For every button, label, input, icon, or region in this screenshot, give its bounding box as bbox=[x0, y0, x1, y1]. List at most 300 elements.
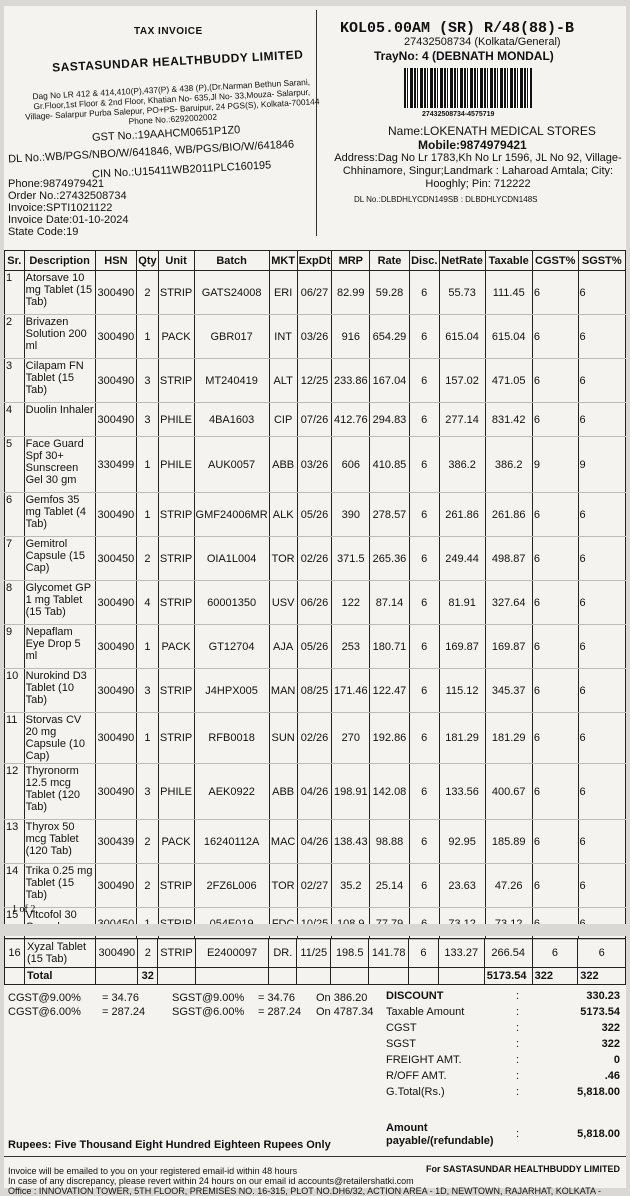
invoice-title: TAX INVOICE bbox=[134, 26, 203, 37]
table-cell: Storvas CV 20 mg Capsule (10 Cap) bbox=[24, 713, 95, 764]
table-cell: 11/25 bbox=[297, 939, 331, 968]
table-cell: 294.83 bbox=[370, 403, 410, 437]
table-cell: Thyrox 50 mcg Tablet (120 Tab) bbox=[24, 820, 95, 864]
table-cell: Gemitrol Capsule (15 Cap) bbox=[24, 537, 95, 581]
tax-line-value: On 386.20 bbox=[316, 992, 368, 1004]
page-break bbox=[4, 924, 626, 936]
table-cell: 615.04 bbox=[485, 315, 532, 359]
column-header: Batch bbox=[194, 251, 269, 271]
table-cell: AJA bbox=[269, 625, 297, 669]
summary-label: SGST bbox=[386, 1038, 416, 1050]
table-cell: 2 bbox=[137, 864, 158, 908]
state-code: State Code:19 bbox=[8, 226, 79, 238]
total-qty: 32 bbox=[138, 968, 158, 985]
table-cell: 300490 bbox=[96, 939, 138, 968]
table-cell: 371.5 bbox=[332, 537, 370, 581]
table-cell: 6 bbox=[532, 669, 578, 713]
table-cell: MT240419 bbox=[194, 359, 269, 403]
table-cell: 167.04 bbox=[370, 359, 410, 403]
table-cell: 300490 bbox=[95, 493, 137, 537]
table-cell: PHILE bbox=[158, 764, 194, 820]
table-cell: ERI bbox=[269, 271, 297, 315]
table-cell: 47.26 bbox=[485, 864, 532, 908]
summary-value: 322 bbox=[601, 1038, 620, 1050]
table-cell: 9 bbox=[578, 437, 625, 493]
tax-line-value: On 4787.34 bbox=[316, 1006, 374, 1018]
table-cell: 6 bbox=[578, 669, 625, 713]
table-cell: 300450 bbox=[95, 537, 137, 581]
buyer-box bbox=[318, 10, 626, 236]
table-cell: 142.08 bbox=[370, 764, 410, 820]
total-label: Total bbox=[24, 968, 95, 985]
table-cell: 4 bbox=[5, 403, 25, 437]
amount-colon: : bbox=[516, 1128, 520, 1140]
table-cell: 6 bbox=[409, 764, 439, 820]
table-row bbox=[5, 669, 626, 713]
table-cell: DR. bbox=[269, 939, 297, 968]
table-cell: 345.37 bbox=[485, 669, 532, 713]
table-cell: 471.05 bbox=[485, 359, 532, 403]
table-cell: 3 bbox=[137, 669, 158, 713]
table-cell: 157.02 bbox=[439, 359, 485, 403]
table-cell: ABB bbox=[269, 437, 297, 493]
table-cell: 12 bbox=[5, 764, 25, 820]
table-cell: 6 bbox=[532, 625, 578, 669]
tray-number: TrayNo: 4 (DEBNATH MONDAL) bbox=[374, 49, 554, 63]
table-cell: 6 bbox=[532, 315, 578, 359]
table-row bbox=[5, 437, 626, 493]
table-cell: 122.47 bbox=[370, 669, 410, 713]
table-cell: 300490 bbox=[95, 315, 137, 359]
table-cell: 6 bbox=[578, 537, 625, 581]
table-cell: 59.28 bbox=[370, 271, 410, 315]
column-header: Rate bbox=[370, 251, 410, 271]
tax-line-value: CGST@6.00% bbox=[8, 1006, 81, 1018]
table-cell: 02/27 bbox=[297, 864, 332, 908]
table-cell: Glycomet GP 1 mg Tablet (15 Tab) bbox=[24, 581, 95, 625]
table-cell: 6 bbox=[409, 315, 439, 359]
table-cell: 2 bbox=[137, 537, 158, 581]
order-line: 27432508734 (Kolkata/General) bbox=[404, 36, 561, 48]
table-cell: 6 bbox=[532, 864, 578, 908]
column-header: Sr. bbox=[5, 251, 25, 271]
tax-line-value: = 287.24 bbox=[102, 1006, 146, 1018]
table-cell: USV bbox=[269, 581, 297, 625]
table-cell: 6 bbox=[409, 493, 439, 537]
table-cell: MAC bbox=[269, 820, 297, 864]
company-name: SASTASUNDAR HEALTHBUDDY LIMITED bbox=[51, 47, 304, 75]
table-cell: 300490 bbox=[95, 764, 137, 820]
table-cell: 410.85 bbox=[370, 437, 410, 493]
summary-value: 330.23 bbox=[586, 990, 620, 1002]
table-row bbox=[5, 939, 626, 968]
table-cell: 60001350 bbox=[194, 581, 269, 625]
table-cell: 10 bbox=[5, 669, 25, 713]
table-cell: 133.27 bbox=[438, 939, 484, 968]
table-cell: 270 bbox=[332, 713, 370, 764]
table-cell: 300490 bbox=[95, 271, 137, 315]
table-cell: 6 bbox=[578, 864, 625, 908]
table-cell: 92.95 bbox=[439, 820, 485, 864]
table-cell: 192.86 bbox=[370, 713, 410, 764]
amount-label-1: Amount bbox=[386, 1122, 428, 1134]
table-cell: MAN bbox=[269, 669, 297, 713]
table-cell: STRIP bbox=[158, 493, 194, 537]
table-cell: 2 bbox=[138, 939, 158, 968]
items-table-page2 bbox=[4, 938, 626, 985]
table-cell: 55.73 bbox=[439, 271, 485, 315]
table-cell: 82.99 bbox=[332, 271, 370, 315]
table-cell: GBR017 bbox=[194, 315, 269, 359]
footer-email-note: Invoice will be emailed to you on your registered email-id within 48 hours bbox=[8, 1166, 298, 1176]
table-cell: 11 bbox=[5, 713, 25, 764]
tax-line-value: = 287.24 bbox=[258, 1006, 302, 1018]
table-row bbox=[5, 271, 626, 315]
table-cell: 6 bbox=[532, 403, 578, 437]
customer-mobile: Mobile:9874979421 bbox=[418, 138, 527, 152]
table-row bbox=[5, 625, 626, 669]
barcode bbox=[404, 68, 532, 108]
table-cell: 2 bbox=[137, 820, 158, 864]
table-cell: 6 bbox=[532, 581, 578, 625]
table-cell: E2400097 bbox=[195, 939, 269, 968]
table-cell: 265.36 bbox=[370, 537, 410, 581]
table-cell: 300490 bbox=[95, 403, 137, 437]
column-header: HSN bbox=[95, 251, 137, 271]
customer-name: Name:LOKENATH MEDICAL STORES bbox=[388, 124, 596, 138]
table-cell: Gemfos 35 mg Tablet (4 Tab) bbox=[24, 493, 95, 537]
table-cell: Cilapam FN Tablet (15 Tab) bbox=[24, 359, 95, 403]
table-cell: 6 bbox=[578, 581, 625, 625]
table-cell: 253 bbox=[332, 625, 370, 669]
total-sgst: 322 bbox=[578, 968, 626, 985]
table-cell: 498.87 bbox=[485, 537, 532, 581]
table-cell: Vitcofol 30 bbox=[24, 908, 95, 940]
table-cell: INT bbox=[269, 315, 297, 359]
table-cell: TOR bbox=[269, 864, 297, 908]
column-header: Disc. bbox=[409, 251, 439, 271]
table-cell: 615.04 bbox=[439, 315, 485, 359]
customer-address: Address:Dag No Lr 1783,Kh No Lr 1596, JL No 92, Village-Chhinamore, Singur;Landmark : Laharoad Amtala; City: Hooghly; Pin: 712222 bbox=[334, 152, 622, 190]
column-header: SGST% bbox=[578, 251, 625, 271]
summary-colon: : bbox=[516, 1022, 520, 1034]
total-taxable: 5173.54 bbox=[484, 968, 532, 985]
table-cell: 16240112A bbox=[194, 820, 269, 864]
dl-number: DL No.:WB/PGS/NBO/W/641846, WB/PGS/BIO/W/641846 bbox=[7, 138, 295, 166]
table-cell: 261.86 bbox=[439, 493, 485, 537]
table-cell: 330499 bbox=[95, 437, 137, 493]
table-cell: 1 bbox=[137, 625, 158, 669]
invoice-date: Invoice Date:01-10-2024 bbox=[8, 214, 129, 226]
table-row bbox=[5, 537, 626, 581]
table-cell: 278.57 bbox=[370, 493, 410, 537]
table-cell: 6 bbox=[409, 359, 439, 403]
table-cell: 111.45 bbox=[485, 271, 532, 315]
summary-value: 5173.54 bbox=[580, 1006, 620, 1018]
amount-in-words: Rupees: Five Thousand Eight Hundred Eighteen Rupees Only bbox=[8, 1139, 331, 1151]
table-cell: 2FZ6L006 bbox=[194, 864, 269, 908]
summary-colon: : bbox=[516, 1086, 520, 1098]
table-cell: 300490 bbox=[95, 713, 137, 764]
table-cell: 300490 bbox=[95, 625, 137, 669]
column-header: MKT bbox=[269, 251, 297, 271]
table-cell: 25.14 bbox=[370, 864, 410, 908]
column-header: CGST% bbox=[532, 251, 578, 271]
summary-colon: : bbox=[516, 1006, 520, 1018]
barcode-number: 27432508734-4575719 bbox=[422, 111, 495, 118]
table-cell: 198.5 bbox=[331, 939, 369, 968]
table-cell: 4BA1603 bbox=[194, 403, 269, 437]
table-cell: 9 bbox=[5, 625, 25, 669]
table-cell: 6 bbox=[532, 493, 578, 537]
tax-line-value: SGST@6.00% bbox=[172, 1006, 245, 1018]
table-cell: 6 bbox=[409, 625, 439, 669]
table-cell: 6 bbox=[578, 271, 625, 315]
table-cell: 6 bbox=[532, 939, 578, 968]
table-cell: 169.87 bbox=[485, 625, 532, 669]
table-cell: 300490 bbox=[95, 864, 137, 908]
items-table bbox=[4, 250, 626, 940]
amount-payable-label bbox=[386, 1122, 494, 1148]
footer-office-address: Office : INNOVATION TOWER, 5TH FLOOR, PREMISES NO. 16-315, PLOT NO.DH6/32, ACTION AREA - 1D, NEWTOWN, RAJARHAT, KOLKATA - bbox=[8, 1186, 601, 1196]
table-cell: 233.86 bbox=[332, 359, 370, 403]
table-cell: GATS24008 bbox=[194, 271, 269, 315]
table-cell: AEK0922 bbox=[194, 764, 269, 820]
table-cell: 2 bbox=[5, 315, 25, 359]
table-cell: 6 bbox=[578, 764, 625, 820]
table-cell: 386.2 bbox=[439, 437, 485, 493]
table-cell: Duolin Inhaler bbox=[24, 403, 95, 437]
table-cell: STRIP bbox=[158, 864, 194, 908]
table-cell: 6 bbox=[578, 939, 626, 968]
table-cell: 327.64 bbox=[485, 581, 532, 625]
table-cell: GT12704 bbox=[194, 625, 269, 669]
table-cell: 05/26 bbox=[297, 625, 332, 669]
table-cell: PACK bbox=[158, 820, 194, 864]
table-cell: 6 bbox=[409, 437, 439, 493]
table-row bbox=[5, 359, 626, 403]
table-cell: 6 bbox=[578, 493, 625, 537]
table-cell: Xyzal Tablet (15 Tab) bbox=[24, 939, 95, 968]
table-cell: 6 bbox=[578, 625, 625, 669]
column-header: Qty bbox=[137, 251, 158, 271]
table-cell: TOR bbox=[269, 537, 297, 581]
table-cell: STRIP bbox=[158, 713, 194, 764]
column-header: Description bbox=[24, 251, 95, 271]
table-cell: STRIP bbox=[158, 359, 194, 403]
table-cell: 15 bbox=[5, 908, 25, 940]
table-cell: 400.67 bbox=[485, 764, 532, 820]
table-cell: 04/26 bbox=[297, 820, 332, 864]
table-cell: 6 bbox=[578, 315, 625, 359]
table-cell: 171.46 bbox=[332, 669, 370, 713]
table-cell: 4 bbox=[137, 581, 158, 625]
table-cell: 1 bbox=[137, 315, 158, 359]
table-cell: 6 bbox=[578, 820, 625, 864]
company-address: Dag No LR 412 & 414,410(P),437(P) & 438 (P),(Dr.Narman Bethun Sarani, Gr.Floor,1st Floor & 2nd Floor, Khatian No- 635,Jl No- 33,Mouza- Salarpur, Village- Salarpur Purba Salepur, PO+PS- Baruipur, 24 PGS(S), Kolkata-700144 Phone No.:6292002002 bbox=[24, 76, 320, 127]
amount-label-2: payable/(refundable) bbox=[386, 1135, 494, 1147]
table-cell: 390 bbox=[332, 493, 370, 537]
invoice-page bbox=[4, 6, 626, 1196]
total-row bbox=[5, 968, 626, 985]
gst-number: GST No.:19AAHCM0651P1Z0 bbox=[91, 124, 241, 144]
column-header: MRP bbox=[332, 251, 370, 271]
summary-colon: : bbox=[516, 1038, 520, 1050]
table-cell: ABB bbox=[269, 764, 297, 820]
footer-discrepancy-note: In case of any discrepancy, please revert within 24 hours on our email id accounts@retailershatki.com bbox=[8, 1176, 414, 1186]
table-cell: 606 bbox=[332, 437, 370, 493]
table-cell: 3 bbox=[137, 403, 158, 437]
table-cell: 180.71 bbox=[370, 625, 410, 669]
table-cell: OIA1L004 bbox=[194, 537, 269, 581]
table-cell: 7 bbox=[5, 537, 25, 581]
page-number: 1 of 2 bbox=[12, 904, 36, 915]
table-cell: 87.14 bbox=[370, 581, 410, 625]
cin-number: CIN No.:U15411WB2011PLC160195 bbox=[91, 159, 272, 181]
column-header: Unit bbox=[158, 251, 194, 271]
for-company: For SASTASUNDAR HEALTHBUDDY LIMITED bbox=[426, 1164, 620, 1174]
table-cell: 6 bbox=[409, 271, 439, 315]
table-cell: STRIP bbox=[158, 669, 194, 713]
table-cell: 06/26 bbox=[297, 581, 332, 625]
total-cgst: 322 bbox=[532, 968, 578, 985]
table-cell: J4HPX005 bbox=[194, 669, 269, 713]
table-cell: 261.86 bbox=[485, 493, 532, 537]
table-cell: 3 bbox=[137, 764, 158, 820]
table-cell: SUN bbox=[269, 713, 297, 764]
table-cell: 6 bbox=[409, 939, 439, 968]
table-cell: 6 bbox=[5, 493, 25, 537]
order-number: Order No.:27432508734 bbox=[8, 190, 127, 202]
summary-value: 322 bbox=[601, 1022, 620, 1034]
table-row bbox=[5, 764, 626, 820]
summary-label: G.Total(Rs.) bbox=[386, 1086, 445, 1098]
table-cell: 1 bbox=[137, 437, 158, 493]
route-code: KOL05.00AM (SR) R/48(88)-B bbox=[340, 20, 575, 37]
seller-box bbox=[4, 10, 320, 238]
table-cell: 81.91 bbox=[439, 581, 485, 625]
table-row bbox=[5, 315, 626, 359]
table-row bbox=[5, 581, 626, 625]
table-cell: 6 bbox=[409, 403, 439, 437]
summary-value: .46 bbox=[604, 1070, 620, 1082]
table-cell: 115.12 bbox=[439, 669, 485, 713]
table-cell: STRIP bbox=[158, 581, 194, 625]
table-cell: 249.44 bbox=[439, 537, 485, 581]
table-cell: 277.14 bbox=[439, 403, 485, 437]
table-cell: RFB0018 bbox=[194, 713, 269, 764]
table-cell: 03/26 bbox=[297, 315, 332, 359]
summary-label: Taxable Amount bbox=[386, 1006, 465, 1018]
column-header: NetRate bbox=[439, 251, 485, 271]
table-cell: 6 bbox=[409, 537, 439, 581]
table-cell: 300490 bbox=[95, 581, 137, 625]
invoice-number: Invoice:SPTI1021122 bbox=[8, 202, 113, 214]
amount-payable-value: 5,818.00 bbox=[577, 1128, 620, 1140]
table-cell: 300439 bbox=[95, 820, 137, 864]
divider bbox=[4, 1156, 626, 1157]
table-cell: 169.87 bbox=[439, 625, 485, 669]
table-cell: 412.76 bbox=[332, 403, 370, 437]
table-cell: 12/25 bbox=[297, 359, 332, 403]
table-row bbox=[5, 403, 626, 437]
table-cell: Trika 0.25 mg Tablet (15 Tab) bbox=[24, 864, 95, 908]
table-cell: 6 bbox=[578, 359, 625, 403]
table-cell: 6 bbox=[409, 713, 439, 764]
table-header bbox=[5, 251, 626, 271]
table-row bbox=[5, 820, 626, 864]
tax-line-value: CGST@9.00% bbox=[8, 992, 81, 1004]
column-header: ExpDt bbox=[297, 251, 332, 271]
table-cell: 8 bbox=[5, 581, 25, 625]
table-cell: 6 bbox=[532, 713, 578, 764]
table-cell: 07/26 bbox=[297, 403, 332, 437]
table-cell: GMF24006MR bbox=[194, 493, 269, 537]
summary-colon: : bbox=[516, 990, 520, 1002]
table-cell: 831.42 bbox=[485, 403, 532, 437]
table-cell: Brivazen Solution 200 ml bbox=[24, 315, 95, 359]
table-cell: 6 bbox=[578, 713, 625, 764]
table-cell: 6 bbox=[578, 403, 625, 437]
table-cell: 02/26 bbox=[297, 537, 332, 581]
table-cell: 98.88 bbox=[370, 820, 410, 864]
table-cell: 916 bbox=[332, 315, 370, 359]
table-cell: PHILE bbox=[158, 437, 194, 493]
summary-colon: : bbox=[516, 1054, 520, 1066]
table-cell: 9 bbox=[532, 437, 578, 493]
table-cell: 03/26 bbox=[297, 437, 332, 493]
table-cell: Nepaflam Eye Drop 5 ml bbox=[24, 625, 95, 669]
summary-value: 5,818.00 bbox=[577, 1086, 620, 1098]
table-cell: 6 bbox=[409, 581, 439, 625]
tax-line-value: SGST@9.00% bbox=[172, 992, 245, 1004]
table-cell: Nurokind D3 Tablet (10 Tab) bbox=[24, 669, 95, 713]
table-cell: 185.89 bbox=[485, 820, 532, 864]
summary-label: R/OFF AMT. bbox=[386, 1070, 447, 1082]
table-cell: 6 bbox=[532, 271, 578, 315]
table-cell: 300490 bbox=[95, 359, 137, 403]
table-cell: 141.78 bbox=[369, 939, 409, 968]
table-cell: PACK bbox=[158, 625, 194, 669]
table-cell: 386.2 bbox=[485, 437, 532, 493]
table-cell: 6 bbox=[532, 820, 578, 864]
table-cell: 122 bbox=[332, 581, 370, 625]
table-cell: 181.29 bbox=[485, 713, 532, 764]
summary-value: 0 bbox=[613, 1054, 620, 1066]
table-cell: 35.2 bbox=[332, 864, 370, 908]
column-header: Taxable bbox=[485, 251, 532, 271]
summary-label: CGST bbox=[386, 1022, 417, 1034]
summary-label: DISCOUNT bbox=[386, 990, 444, 1002]
table-cell: Atorsave 10 mg Tablet (15 Tab) bbox=[24, 271, 95, 315]
table-cell: 654.29 bbox=[370, 315, 410, 359]
table-cell: 3 bbox=[137, 359, 158, 403]
table-cell: 138.43 bbox=[332, 820, 370, 864]
table-cell: 13 bbox=[5, 820, 25, 864]
table-cell: 23.63 bbox=[439, 864, 485, 908]
table-cell: 198.91 bbox=[332, 764, 370, 820]
table-cell: 1 bbox=[137, 493, 158, 537]
table-cell: 181.29 bbox=[439, 713, 485, 764]
table-row bbox=[5, 864, 626, 908]
table-cell: STRIP bbox=[158, 939, 195, 968]
table-cell: PHILE bbox=[158, 403, 194, 437]
customer-dl: DL No.:DLBDHLYCDN149SB : DLBDHLYCDN148S bbox=[354, 195, 538, 204]
table-cell: 133.56 bbox=[439, 764, 485, 820]
table-cell: 1 bbox=[137, 713, 158, 764]
table-cell: ALK bbox=[269, 493, 297, 537]
table-cell: 06/27 bbox=[297, 271, 332, 315]
